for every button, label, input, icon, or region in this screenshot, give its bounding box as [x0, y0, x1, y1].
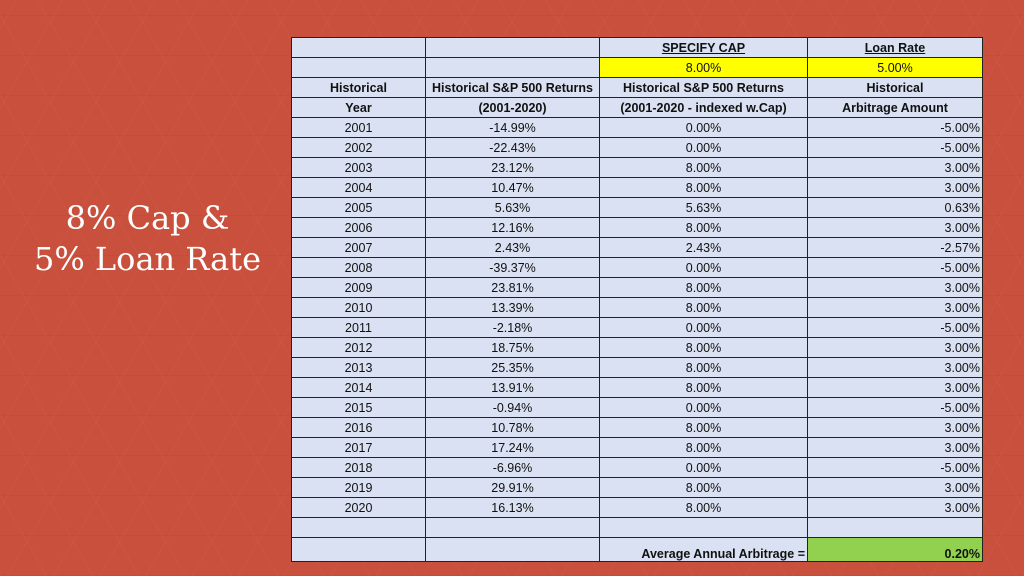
year-cell[interactable]: 2017 [292, 438, 426, 458]
header-cell[interactable] [426, 58, 600, 78]
capped-return-cell[interactable]: 5.63% [600, 198, 808, 218]
table-row [292, 138, 983, 158]
year-cell[interactable]: 2008 [292, 258, 426, 278]
year-cell[interactable]: 2003 [292, 158, 426, 178]
header-row-4 [292, 98, 983, 118]
table-row [292, 358, 983, 378]
average-row [292, 538, 983, 562]
capped-return-cell[interactable]: 0.00% [600, 258, 808, 278]
average-label[interactable]: Average Annual Arbitrage = [600, 538, 808, 562]
year-cell[interactable]: 2005 [292, 198, 426, 218]
capped-return-cell[interactable]: 0.00% [600, 118, 808, 138]
header-cell[interactable]: (2001-2020 - indexed w.Cap) [600, 98, 808, 118]
year-cell[interactable]: 2020 [292, 498, 426, 518]
title-line-1: 8% Cap & [65, 199, 230, 237]
specify-cap-label[interactable]: SPECIFY CAP [600, 38, 808, 58]
capped-return-cell[interactable]: 8.00% [600, 438, 808, 458]
arbitrage-cell[interactable]: 3.00% [808, 418, 983, 438]
sp500-return-cell[interactable]: -6.96% [426, 458, 600, 478]
table-row [292, 478, 983, 498]
header-row-2 [292, 58, 983, 78]
arbitrage-cell[interactable]: -5.00% [808, 398, 983, 418]
year-cell[interactable]: 2016 [292, 418, 426, 438]
capped-return-cell[interactable]: 8.00% [600, 178, 808, 198]
year-cell[interactable]: 2006 [292, 218, 426, 238]
blank-row [292, 518, 983, 538]
arbitrage-cell[interactable]: 3.00% [808, 338, 983, 358]
capped-return-cell[interactable]: 8.00% [600, 338, 808, 358]
arbitrage-cell[interactable]: -5.00% [808, 458, 983, 478]
sp500-return-cell[interactable]: 23.12% [426, 158, 600, 178]
sp500-return-cell[interactable]: 25.35% [426, 358, 600, 378]
capped-return-cell[interactable]: 8.00% [600, 378, 808, 398]
capped-return-cell[interactable]: 8.00% [600, 478, 808, 498]
sp500-return-cell[interactable]: 13.91% [426, 378, 600, 398]
table-body [292, 38, 983, 118]
year-cell[interactable]: 2013 [292, 358, 426, 378]
year-cell[interactable]: 2011 [292, 318, 426, 338]
arbitrage-cell[interactable]: 3.00% [808, 438, 983, 458]
loan-rate-input-cell[interactable]: 5.00% [808, 58, 983, 78]
loan-rate-label[interactable]: Loan Rate [808, 38, 983, 58]
year-cell[interactable]: 2015 [292, 398, 426, 418]
table-row [292, 438, 983, 458]
sp500-return-cell[interactable]: -2.18% [426, 318, 600, 338]
table-row [292, 458, 983, 478]
capped-return-cell[interactable]: 8.00% [600, 418, 808, 438]
table-row [292, 178, 983, 198]
table-row [292, 158, 983, 178]
table-row [292, 238, 983, 258]
table-row [292, 498, 983, 518]
year-cell[interactable]: 2009 [292, 278, 426, 298]
table-row [292, 218, 983, 238]
capped-return-cell[interactable]: 0.00% [600, 398, 808, 418]
header-cell[interactable]: Historical S&P 500 Returns [426, 78, 600, 98]
sp500-return-cell[interactable]: 10.47% [426, 178, 600, 198]
sp500-return-cell[interactable]: 29.91% [426, 478, 600, 498]
sp500-return-cell[interactable]: 17.24% [426, 438, 600, 458]
capped-return-cell[interactable]: 8.00% [600, 298, 808, 318]
table-row [292, 378, 983, 398]
blank-cell[interactable] [426, 518, 600, 538]
year-cell[interactable]: 2001 [292, 118, 426, 138]
table-row [292, 338, 983, 358]
year-cell[interactable]: 2004 [292, 178, 426, 198]
blank-cell[interactable] [426, 538, 600, 562]
header-cell[interactable] [292, 58, 426, 78]
header-cell[interactable]: Arbitrage Amount [808, 98, 983, 118]
arbitrage-cell[interactable]: -5.00% [808, 138, 983, 158]
capped-return-cell[interactable]: 8.00% [600, 358, 808, 378]
header-cell[interactable] [426, 38, 600, 58]
arbitrage-cell[interactable]: -2.57% [808, 238, 983, 258]
arbitrage-cell[interactable]: 3.00% [808, 298, 983, 318]
table-row [292, 398, 983, 418]
blank-cell[interactable] [292, 518, 426, 538]
arbitrage-cell[interactable]: 0.63% [808, 198, 983, 218]
capped-return-cell[interactable]: 0.00% [600, 318, 808, 338]
capped-return-cell[interactable]: 8.00% [600, 498, 808, 518]
arbitrage-cell[interactable]: 3.00% [808, 278, 983, 298]
arbitrage-cell[interactable]: 3.00% [808, 498, 983, 518]
sp500-return-cell[interactable]: -39.37% [426, 258, 600, 278]
sp500-return-cell[interactable]: 13.39% [426, 298, 600, 318]
cap-input-cell[interactable]: 8.00% [600, 58, 808, 78]
arbitrage-cell[interactable]: 3.00% [808, 218, 983, 238]
average-value[interactable]: 0.20% [808, 538, 983, 562]
header-row-1 [292, 38, 983, 58]
table-row [292, 278, 983, 298]
table-row [292, 418, 983, 438]
year-cell[interactable]: 2014 [292, 378, 426, 398]
header-cell[interactable]: Historical S&P 500 Returns [600, 78, 808, 98]
arbitrage-cell[interactable]: -5.00% [808, 318, 983, 338]
sp500-return-cell[interactable]: -14.99% [426, 118, 600, 138]
sp500-return-cell[interactable]: 5.63% [426, 198, 600, 218]
blank-cell[interactable] [808, 518, 983, 538]
arbitrage-cell[interactable]: -5.00% [808, 258, 983, 278]
sp500-return-cell[interactable]: 2.43% [426, 238, 600, 258]
arbitrage-cell[interactable]: -5.00% [808, 118, 983, 138]
year-cell[interactable]: 2012 [292, 338, 426, 358]
table-row [292, 118, 983, 138]
arbitrage-cell[interactable]: 3.00% [808, 178, 983, 198]
sp500-return-cell[interactable]: 10.78% [426, 418, 600, 438]
arbitrage-cell[interactable]: 3.00% [808, 358, 983, 378]
capped-return-cell[interactable]: 0.00% [600, 138, 808, 158]
year-cell[interactable]: 2002 [292, 138, 426, 158]
sp500-return-cell[interactable]: -22.43% [426, 138, 600, 158]
arbitrage-table [291, 37, 983, 562]
header-cell[interactable]: (2001-2020) [426, 98, 600, 118]
header-row-3 [292, 78, 983, 98]
capped-return-cell[interactable]: 0.00% [600, 458, 808, 478]
sp500-return-cell[interactable]: 16.13% [426, 498, 600, 518]
header-cell[interactable]: Year [292, 98, 426, 118]
slide-title [30, 198, 265, 280]
header-cell[interactable]: Historical [808, 78, 983, 98]
table-row [292, 318, 983, 338]
capped-return-cell[interactable]: 8.00% [600, 218, 808, 238]
year-cell[interactable]: 2019 [292, 478, 426, 498]
header-cell[interactable]: Historical [292, 78, 426, 98]
year-cell[interactable]: 2007 [292, 238, 426, 258]
table-row [292, 198, 983, 218]
year-cell[interactable]: 2018 [292, 458, 426, 478]
capped-return-cell[interactable]: 8.00% [600, 158, 808, 178]
title-line-2: 5% Loan Rate [33, 240, 261, 278]
sp500-return-cell[interactable]: 23.81% [426, 278, 600, 298]
blank-cell[interactable] [600, 518, 808, 538]
capped-return-cell[interactable]: 8.00% [600, 278, 808, 298]
sp500-return-cell[interactable]: 18.75% [426, 338, 600, 358]
blank-cell[interactable] [292, 538, 426, 562]
arbitrage-cell[interactable]: 3.00% [808, 378, 983, 398]
data-rows [292, 118, 983, 518]
table-row [292, 298, 983, 318]
table-row [292, 258, 983, 278]
header-cell[interactable] [292, 38, 426, 58]
arbitrage-cell[interactable]: 3.00% [808, 478, 983, 498]
table-footer [292, 518, 983, 562]
sp500-return-cell[interactable]: 12.16% [426, 218, 600, 238]
year-cell[interactable]: 2010 [292, 298, 426, 318]
arbitrage-cell[interactable]: 3.00% [808, 158, 983, 178]
sp500-return-cell[interactable]: -0.94% [426, 398, 600, 418]
capped-return-cell[interactable]: 2.43% [600, 238, 808, 258]
